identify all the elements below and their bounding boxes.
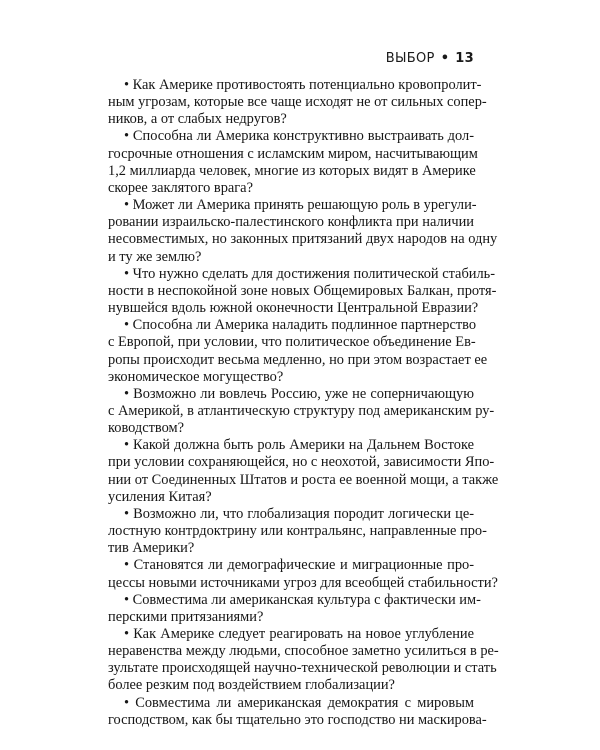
text-line: госрочные отношения с исламским миром, насчитывающим [108, 145, 478, 162]
text-line: • Становятся ли демографические и миграционные про- [124, 557, 474, 574]
text-line: • Способна ли Америка конструктивно выстраивать дол- [124, 128, 474, 145]
text-line: • Совместима ли американская культура с фактически им- [124, 591, 481, 608]
body-text [108, 77, 499, 729]
text-line: лостную контрдоктрину или контральянс, направленные про- [108, 523, 487, 540]
section-title: ВЫБОР [385, 51, 435, 66]
text-line: ководством? [108, 420, 185, 437]
question-paragraph [108, 505, 487, 557]
text-line: и ту же землю? [108, 248, 202, 265]
text-line: • Возможно ли, что глобализация породит логически це- [124, 505, 474, 522]
page-number: 13 [455, 51, 474, 66]
text-line: экономическое могущество? [108, 368, 284, 385]
text-line: ности в неспокойной зоне новых Общемировых Балкан, протя- [108, 282, 497, 299]
text-line: ников, а от слабых недругов? [108, 111, 287, 128]
text-line: • Как Америке следует реагировать на новое углубление [124, 626, 474, 642]
question-paragraph [108, 197, 498, 266]
text-line: • Способна ли Америка наладить подлинное партнерство [124, 317, 477, 334]
text-line: нувшейся вдоль южной оконечности Центральной Евразии? [108, 300, 479, 317]
text-line: с Америкой, в атлантическую структуру под американским ру- [108, 402, 495, 419]
question-paragraph [108, 626, 499, 695]
question-paragraph [108, 385, 495, 437]
text-line: скорее заклятого врага? [108, 179, 253, 196]
text-line: с Европой, при условии, что политическое объединение Ев- [108, 334, 476, 351]
question-paragraph [108, 317, 488, 386]
text-line: • Что нужно сделать для достижения политической стабиль- [124, 265, 496, 282]
text-line: тив Америки? [108, 540, 195, 557]
question-paragraph [108, 265, 497, 317]
text-line: • Совместима ли американская демократия с мировым [124, 694, 474, 711]
question-paragraph [108, 591, 481, 626]
text-line: перскими притязаниями? [108, 608, 264, 625]
question-paragraph [108, 128, 478, 197]
question-paragraph [108, 77, 487, 128]
question-paragraph [108, 437, 499, 506]
header-separator: • [440, 51, 450, 66]
text-line: зультате происходящей научно-технической революции и стать [108, 660, 497, 677]
text-line: 1,2 миллиарда человек, многие из которых видят в Америке [108, 162, 476, 179]
text-line: • Может ли Америка принять решающую роль в урегули- [124, 197, 477, 214]
running-head [386, 51, 474, 66]
text-line: усиления Китая? [108, 488, 212, 505]
text-line: нии от Соединенных Штатов и роста ее военной мощи, а также [108, 471, 499, 488]
text-line: цессы новыми источниками угроз для всеобщей стабильности? [108, 574, 498, 591]
text-line: господством, как бы тщательно это господство ни маскирова- [108, 711, 487, 728]
text-line: • Возможно ли вовлечь Россию, уже не соперничающую [124, 385, 474, 402]
text-line: при условии сохраняющейся, но с неохотой, зависимости Япо- [108, 454, 495, 471]
text-line: более резким под воздействием глобализации? [108, 677, 395, 694]
text-line: ровании израильско-палестинского конфликта при наличии [108, 214, 474, 231]
text-line: несовместимых, но законных притязаний двух народов на одну [108, 231, 498, 248]
question-paragraph [108, 694, 487, 729]
text-line: ным угрозам, которые все чаще исходят не от сильных сопер- [108, 94, 487, 111]
text-line: • Как Америке противостоять потенциально кровопролит- [124, 77, 482, 93]
question-paragraph [108, 557, 498, 591]
text-line: неравенства между людьми, способное заметно усилиться в ре- [108, 643, 499, 660]
text-line: • Какой должна быть роль Америки на Дальнем Востоке [124, 437, 474, 454]
text-line: ропы происходит весьма медленно, но при этом возрастает ее [108, 351, 488, 368]
